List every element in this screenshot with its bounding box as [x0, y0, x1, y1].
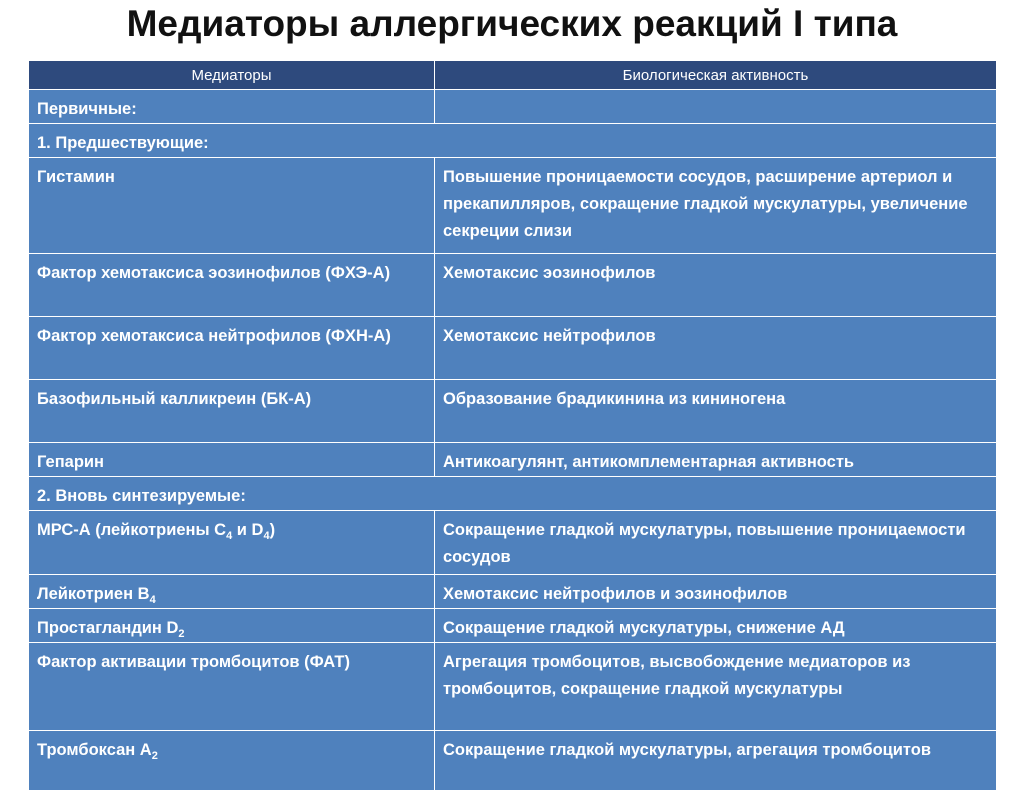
- cell-mediator: Лейкотриен $В_4$: [29, 575, 435, 609]
- table-row: [29, 254, 997, 317]
- section-title: 2. Вновь синтезируемые:: [29, 477, 997, 511]
- cell-mediator: Первичные:: [29, 90, 435, 124]
- cell-activity: Антикоагулянт, антикомплементарная активность: [435, 443, 997, 477]
- table-row: [29, 158, 997, 254]
- cell-mediator: Гепарин: [29, 443, 435, 477]
- cell-activity: Сокращение гладкой мускулатуры, снижение АД: [435, 609, 997, 643]
- section-row: [29, 477, 997, 511]
- cell-activity: Сокращение гладкой мускулатуры, повышение проницаемости сосудов: [435, 511, 997, 575]
- table-row: [29, 575, 997, 609]
- cell-activity: Образование брадикинина из кининогена: [435, 380, 997, 443]
- table-row: [29, 380, 997, 443]
- table-row: [29, 643, 997, 731]
- table-row: [29, 317, 997, 380]
- cell-mediator: МРС-А (лейкотриены $С_4$ и $D_4$): [29, 511, 435, 575]
- table-header-row: [29, 61, 997, 90]
- table-row: [29, 443, 997, 477]
- table-row: [29, 90, 997, 124]
- column-header-activity: Биологическая активность: [435, 61, 997, 90]
- cell-mediator: Фактор хемотаксиса эозинофилов (ФХЭ-А): [29, 254, 435, 317]
- mediators-table: [28, 60, 997, 791]
- section-title: 1. Предшествующие:: [29, 124, 997, 158]
- column-header-mediators: Медиаторы: [29, 61, 435, 90]
- table-row: [29, 609, 997, 643]
- cell-activity: [435, 90, 997, 124]
- table-row: [29, 731, 997, 791]
- cell-mediator: Простагландин $D_2$: [29, 609, 435, 643]
- cell-mediator: Гистамин: [29, 158, 435, 254]
- cell-activity: Повышение проницаемости сосудов, расширение артериол и прекапилляров, сокращение гладкой мускулатуры, увеличение секреции слизи: [435, 158, 997, 254]
- section-row: [29, 124, 997, 158]
- cell-mediator: Фактор хемотаксиса нейтрофилов (ФХН-А): [29, 317, 435, 380]
- cell-mediator: Фактор активации тромбоцитов (ФАТ): [29, 643, 435, 731]
- cell-activity: Сокращение гладкой мускулатуры, агрегация тромбоцитов: [435, 731, 997, 791]
- cell-activity: Агрегация тромбоцитов, высвобождение медиаторов из тромбоцитов, сокращение гладкой мускулатуры: [435, 643, 997, 731]
- cell-activity: Хемотаксис нейтрофилов и эозинофилов: [435, 575, 997, 609]
- cell-activity: Хемотаксис эозинофилов: [435, 254, 997, 317]
- slide-title: Медиаторы аллергических реакций I типа: [126, 3, 898, 44]
- cell-mediator: Базофильный калликреин (БК-А): [29, 380, 435, 443]
- cell-mediator: Тромбоксан $А_2$: [29, 731, 435, 791]
- table-row: [29, 511, 997, 575]
- cell-activity: Хемотаксис нейтрофилов: [435, 317, 997, 380]
